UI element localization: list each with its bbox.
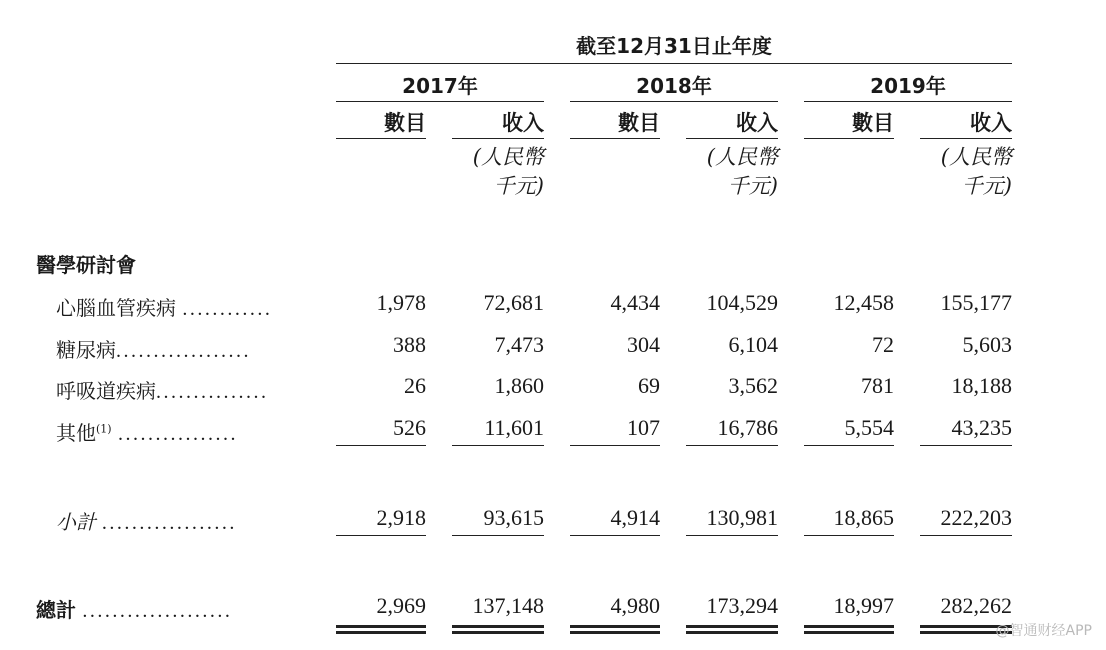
leader-dots: .................. <box>116 340 251 362</box>
table-cell: 155,177 <box>940 290 1012 315</box>
unit-line: 千元) <box>961 174 1012 198</box>
unit-line: 千元) <box>493 174 544 198</box>
row-name: 呼吸道疾病 <box>56 379 156 403</box>
unit-line: (人民幣 <box>472 145 544 169</box>
count-header-2018: 數目 <box>618 111 660 135</box>
period-rule <box>336 63 1012 64</box>
subtotal-cell: 93,615 <box>483 505 544 530</box>
subtotal-rule <box>804 535 894 536</box>
leader-dots: .................... <box>82 600 233 622</box>
table-cell: 18,188 <box>951 373 1012 398</box>
subtotal-cell: 2,918 <box>376 505 426 530</box>
total-cell: 137,148 <box>472 593 544 618</box>
table-cell: 7,473 <box>494 332 544 357</box>
total-double-rule <box>452 625 544 634</box>
table-cell: 104,529 <box>706 290 778 315</box>
watermark: @智通财经APP <box>995 623 1092 639</box>
sub-rule <box>920 138 1012 139</box>
unit-line: (人民幣 <box>706 145 778 169</box>
leader-dots: .................. <box>102 512 238 534</box>
total-cell: 4,980 <box>610 593 660 618</box>
table-cell: 304 <box>627 332 660 357</box>
row-label <box>56 417 238 446</box>
table-cell: 107 <box>627 415 660 440</box>
table-cell: 1,978 <box>376 290 426 315</box>
unit-note-2017 <box>452 143 544 201</box>
period-heading: 截至12月31日止年度 <box>576 34 772 58</box>
table-cell: 6,104 <box>728 332 778 357</box>
table-cell: 3,562 <box>728 373 778 398</box>
year-rule-2018 <box>570 101 778 102</box>
subtotal-cell: 130,981 <box>706 505 778 530</box>
table-cell: 11,601 <box>484 415 544 440</box>
row-label <box>56 292 272 321</box>
table-cell: 5,603 <box>962 332 1012 357</box>
sum-rule <box>920 445 1012 446</box>
total-cell: 18,997 <box>833 593 894 618</box>
total-cell: 2,969 <box>376 593 426 618</box>
table-cell: 26 <box>404 373 426 398</box>
total-cell: 282,262 <box>940 593 1012 618</box>
sub-rule <box>452 138 544 139</box>
table-cell: 43,235 <box>951 415 1012 440</box>
row-name: 糖尿病 <box>56 338 116 362</box>
total-cell: 173,294 <box>706 593 778 618</box>
footnote-ref: (1) <box>96 422 112 436</box>
subtotal-rule <box>686 535 778 536</box>
subtotal-rule <box>452 535 544 536</box>
row-label <box>56 334 251 363</box>
total-double-rule <box>686 625 778 634</box>
table-cell: 5,554 <box>844 415 894 440</box>
table-cell: 4,434 <box>610 290 660 315</box>
sum-rule <box>452 445 544 446</box>
sum-rule <box>686 445 778 446</box>
sub-rule <box>570 138 660 139</box>
table-cell: 12,458 <box>833 290 894 315</box>
unit-note-2019 <box>920 143 1012 201</box>
subtotal-label <box>56 506 237 535</box>
revenue-header-2017: 收入 <box>502 111 544 135</box>
year-2018: 2018年 <box>636 74 712 98</box>
year-rule-2019 <box>804 101 1012 102</box>
row-label <box>56 375 269 404</box>
year-rule-2017 <box>336 101 544 102</box>
sum-rule <box>804 445 894 446</box>
revenue-header-2019: 收入 <box>970 111 1012 135</box>
total-double-rule <box>336 625 426 634</box>
year-2017: 2017年 <box>402 74 478 98</box>
subtotal-rule <box>336 535 426 536</box>
revenue-header-2018: 收入 <box>736 111 778 135</box>
count-header-2019: 數目 <box>852 111 894 135</box>
total-double-rule <box>570 625 660 634</box>
subtotal-rule <box>570 535 660 536</box>
unit-note-2018 <box>686 143 778 201</box>
leader-dots: ................ <box>117 423 238 445</box>
row-name: 心腦血管疾病 <box>56 296 176 320</box>
subtotal-cell: 18,865 <box>833 505 894 530</box>
unit-line: 千元) <box>727 174 778 198</box>
leader-dots: ............ <box>182 298 273 320</box>
leader-dots: ............... <box>156 381 269 403</box>
unit-line: (人民幣 <box>940 145 1012 169</box>
table-cell: 388 <box>393 332 426 357</box>
sub-rule <box>804 138 894 139</box>
sum-rule <box>570 445 660 446</box>
total-double-rule <box>804 625 894 634</box>
table-cell: 16,786 <box>717 415 778 440</box>
row-name: 總計 <box>36 598 76 622</box>
total-label <box>36 594 232 623</box>
table-cell: 781 <box>861 373 894 398</box>
section-title: 醫學研討會 <box>36 253 136 277</box>
row-name: 其他 <box>56 421 96 445</box>
table-cell: 69 <box>638 373 660 398</box>
table-cell: 1,860 <box>494 373 544 398</box>
table-cell: 526 <box>393 415 426 440</box>
year-2019: 2019年 <box>870 74 946 98</box>
table-cell: 72 <box>872 332 894 357</box>
subtotal-rule <box>920 535 1012 536</box>
sub-rule <box>686 138 778 139</box>
count-header-2017: 數目 <box>384 111 426 135</box>
row-name: 小計 <box>56 510 96 534</box>
table-cell: 72,681 <box>483 290 544 315</box>
subtotal-cell: 222,203 <box>940 505 1012 530</box>
sum-rule <box>336 445 426 446</box>
subtotal-cell: 4,914 <box>610 505 660 530</box>
sub-rule <box>336 138 426 139</box>
